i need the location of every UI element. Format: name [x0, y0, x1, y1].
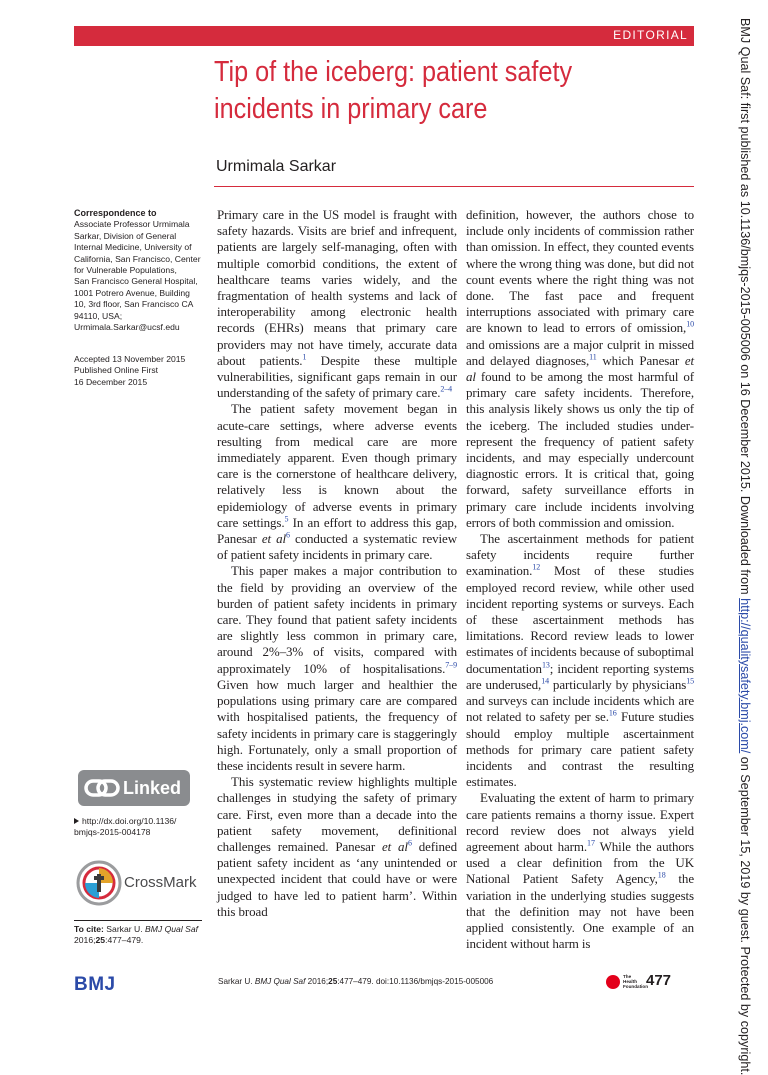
reference-link[interactable]: 1	[302, 352, 307, 362]
section-label: EDITORIAL	[613, 28, 688, 42]
cite-pages: :477–479.	[105, 935, 144, 946]
text-run: In an effort to address this gap, Panesar	[217, 514, 457, 547]
text-run: and omissions are a major culprit in missed and delayed diagnoses,	[466, 336, 694, 368]
download-notice-text: BMJ Qual Saf: first published as 10.1136/bmjqs-2015-005006 on 16 December 2015. Downloaded from	[738, 18, 752, 599]
health-foundation-logo	[606, 973, 649, 993]
correspondence-address: Associate Professor Urmimala Sarkar, Division of General Internal Medicine, University of California, San Francisco, Center for Vulnerable Populations, San Francisco General Hospital, 1001 Potrero Avenue, Building 10, 3rd floor, San Francisco CA 94110, USA; Urmimala.Sarkar@ucsf.edu	[74, 219, 201, 333]
text-run: conducted a systematic review of patient safety incidents in primary care.	[217, 531, 458, 563]
footer-authors: Sarkar U.	[218, 977, 255, 986]
text-run: et al	[381, 838, 408, 854]
paragraph	[217, 207, 457, 401]
linked-label: Linked	[123, 778, 182, 798]
text-run: et al	[466, 352, 695, 385]
chain-link-icon	[84, 776, 120, 800]
body-column-left	[217, 207, 457, 920]
citation-box	[74, 920, 202, 947]
bmj-logo: BMJ	[74, 974, 116, 995]
correspondence-heading: Correspondence to	[74, 208, 157, 218]
text-run: and surveys can include incidents which are not related to safety per se.	[466, 693, 694, 725]
reference-link[interactable]: 13	[541, 660, 550, 670]
doi-line-2: bmjqs-2015-004178	[74, 827, 151, 838]
body-column-right	[466, 207, 694, 952]
text-run: This paper makes a major contribution to the field by providing an overview of the burden of patient safety incidents in primary care. They found that patient safety incidents are slightly less common in primary care, around 2%–3% of visits, compared with approximately 10% of hospitalisations.	[217, 563, 457, 676]
cite-label: To cite:	[74, 924, 104, 934]
text-run: which Panesar	[596, 352, 685, 368]
cite-volume: 25	[95, 935, 106, 946]
text-run: defined patient safety incident as ‘any unintended or unexpected incident that could have or were judged to have led to patient harm’. Within this broad	[217, 838, 458, 919]
reference-link[interactable]: 15	[686, 676, 694, 686]
reference-link[interactable]: 6	[285, 530, 290, 540]
reference-link[interactable]: 2–4	[440, 384, 453, 394]
cite-year: 2016;	[74, 935, 96, 946]
related-doi-link[interactable]	[74, 816, 204, 839]
section-banner	[74, 26, 694, 46]
text-run: Future studies should employ multiple ascertainment methods for primary care patient safety incidents and contrast the resulting estimates.	[466, 709, 695, 790]
paragraph	[466, 207, 694, 531]
paragraph	[217, 563, 457, 774]
health-foundation-text: The Health Foundation	[623, 974, 649, 989]
author-name: Urmimala Sarkar	[216, 158, 337, 175]
text-run: Primary care in the US model is fraught with safety hazards. Visits are brief and infrequent, patients are largely self-managing, often with multiple comorbid conditions, the extent of healthcare teams varies widely, and the fragmentation of health systems and lack of interoperability among electronic health records (EHRs) means that primary care providers may not have timely, accurate data about patients.	[217, 207, 457, 368]
page-number: 477	[646, 972, 672, 989]
article-title: Tip of the iceberg: patient safety incidents in primary care	[214, 56, 573, 125]
text-run: found to be among the most harmful of primary care safety incidents. Therefore, this analysis likely shows us only the tip of the iceberg. The included studies under-represent the frequency of patient safety incidents, and may especially undercount diagnostic errors. It is critical that, going forward, safety surveillance efforts in primary care include incidents involving errors of both commission and omission.	[466, 369, 694, 530]
reference-link[interactable]: 7–9	[445, 660, 457, 670]
text-run: Despite these multiple vulnerabilities, significant gaps remain in our understanding of the safety of primary care.	[217, 352, 457, 401]
paragraph	[217, 401, 457, 563]
reference-link[interactable]: 10	[686, 320, 694, 330]
text-run: Given how much larger and healthier the populations using primary care are compared with hospitalised patients, the frequency of safety incidents in primary care is staggeringly high. Fortunately, only a small proportion of these incidents result in severe harm.	[217, 676, 457, 773]
text-run: Evaluating the extent of harm to primary care patients remains a thorny issue. Expert record review does not always yield agreement about harm.	[466, 790, 694, 854]
linked-badge[interactable]	[78, 770, 190, 806]
paragraph	[217, 774, 457, 920]
title-divider	[214, 186, 694, 187]
reference-link[interactable]: 12	[532, 563, 541, 573]
text-run: particularly by physicians	[549, 676, 687, 692]
reference-link[interactable]: 14	[541, 676, 549, 686]
text-run: ; incident reporting systems are underused,	[466, 660, 694, 692]
reference-link[interactable]: 17	[587, 838, 595, 848]
crossmark-label: CrossMark	[124, 874, 197, 891]
footer-citation	[218, 977, 493, 986]
footer-journal: BMJ Qual Saf	[254, 977, 306, 986]
crossmark-badge[interactable]	[74, 858, 204, 908]
crossmark-icon	[76, 860, 122, 906]
reference-link[interactable]: 6	[407, 838, 412, 848]
text-run: the variation in the underlying studies suggests that the definition may not have been applied consistently. One example of an incident without harm is	[466, 871, 694, 952]
footer-volume: 25	[328, 977, 338, 986]
text-run: definition, however, the authors chose to include only incidents of commission rather than omission. In effect, they counted events where the wrong thing was done, but did not count events where the right thing was not done. The fast pace and frequent interruptions associated with primary care are known to lead to errors of omission,	[466, 207, 694, 336]
correspondence-block	[74, 208, 204, 333]
cite-journal: BMJ Qual Saf	[145, 924, 199, 934]
reference-link[interactable]: 16	[608, 708, 617, 718]
journal-site-link[interactable]: http://qualitysafety.bmj.com/	[738, 598, 752, 754]
text-run: This systematic review highlights multiple challenges in studying the safety of primary care. First, even more than a decade into the patient safety movement, definitional challenges remained. Panesar	[217, 774, 457, 854]
text-run: The patient safety movement began in acute-care settings, where adverse events resulting from medical care are more immediately apparent. Even though primary care is the cornerstone of healthcare delivery, relatively less is known about the epidemiology of adverse events in primary care settings.	[217, 401, 457, 530]
text-run: Most of these studies employed record review, while other used incident reporting systems or surveys. Each of these ascertainment methods has limitations. Record review leads to lower estimates of incidents because of suboptimal documentation	[466, 563, 694, 676]
reference-link[interactable]: 11	[589, 352, 597, 362]
footer-year: 2016;	[305, 977, 329, 986]
text-run: While the authors used a clear definition from the UK National Patient Safety Agency,	[466, 838, 694, 887]
doi-line-1: http://dx.doi.org/10.1136/	[82, 816, 177, 826]
download-notice	[732, 18, 758, 1075]
reference-link[interactable]: 5	[284, 514, 289, 524]
reference-link[interactable]: 18	[657, 871, 666, 880]
arrow-right-icon	[74, 818, 79, 824]
health-foundation-circle-icon	[606, 975, 620, 989]
download-notice-text: on September 15, 2019 by guest. Protected by copyright.	[738, 753, 752, 1075]
cite-authors: Sarkar U.	[103, 924, 145, 934]
footer-doi: :477–479. doi:10.1136/bmjqs-2015-005006	[337, 977, 494, 986]
text-run: et al	[261, 531, 286, 547]
publication-dates: Accepted 13 November 2015 Published Online First 16 December 2015	[74, 354, 186, 387]
paragraph	[466, 790, 694, 952]
text-run: The ascertainment methods for patient safety incidents require further examination.	[466, 531, 694, 579]
paragraph	[466, 531, 694, 790]
